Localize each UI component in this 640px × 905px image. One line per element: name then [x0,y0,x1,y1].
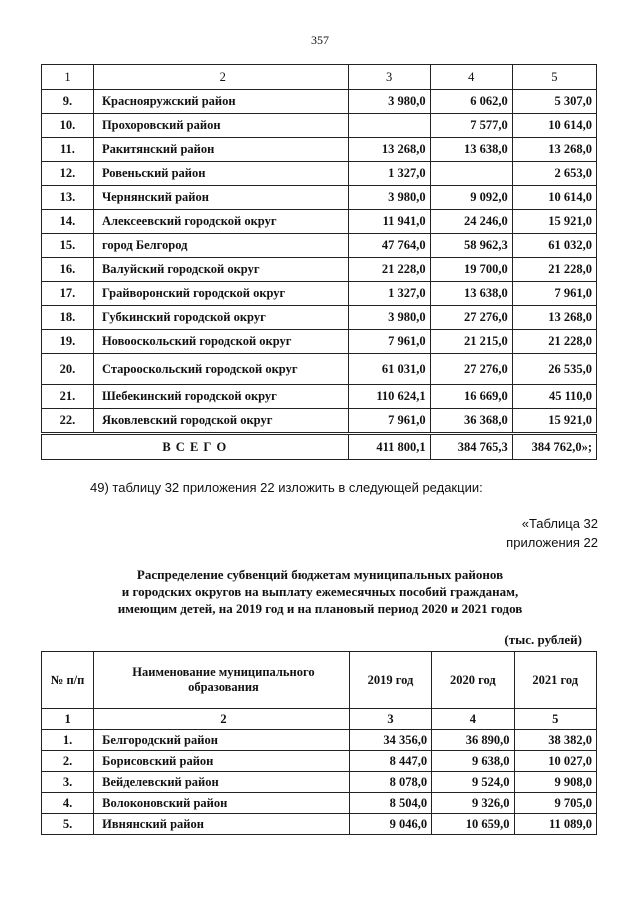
row-number: 2. [42,751,94,772]
value-cell: 58 962,3 [430,234,512,258]
title-line: и городских округов на выплату ежемесячных пособий гражданам, [121,584,519,599]
value-cell: 8 504,0 [349,793,431,814]
table-caption [506,514,598,552]
value-cell: 10 614,0 [512,186,596,210]
value-cell: 13 268,0 [348,138,430,162]
value-cell: 15 921,0 [512,210,596,234]
municipality-name: Ивнянский район [94,814,350,835]
subsidy-table-32 [41,651,597,835]
total-value: 411 800,1 [348,434,430,460]
row-number: 13. [42,186,94,210]
value-cell: 21 215,0 [430,330,512,354]
table-row [42,385,597,409]
paragraph-text: 49) таблицу 32 приложения 22 изложить в следующей редакции: [90,480,483,495]
value-cell: 110 624,1 [348,385,430,409]
value-cell: 5 307,0 [512,90,596,114]
municipality-name: Алексеевский городской округ [93,210,348,234]
value-cell: 34 356,0 [349,730,431,751]
table-row [42,210,597,234]
value-cell: 3 980,0 [348,90,430,114]
value-cell [430,162,512,186]
value-cell: 26 535,0 [512,354,596,385]
municipality-name: Волоконовский район [94,793,350,814]
value-cell: 9 524,0 [432,772,514,793]
row-number: 5. [42,814,94,835]
column-index: 5 [512,65,596,90]
column-index: 4 [432,709,514,730]
municipality-name: Губкинский городской округ [93,306,348,330]
value-cell: 61 031,0 [348,354,430,385]
municipality-name: Ракитянский район [93,138,348,162]
table-row [42,90,597,114]
value-cell: 8 447,0 [349,751,431,772]
table-row [42,234,597,258]
column-index: 5 [514,709,596,730]
header-year: 2019 год [349,652,431,709]
table-row [42,354,597,385]
column-index: 2 [93,65,348,90]
total-value: 384 762,0»; [512,434,596,460]
table-row [42,186,597,210]
table-row [42,258,597,282]
total-value: 384 765,3 [430,434,512,460]
municipality-name: Грайворонский городской округ [93,282,348,306]
value-cell: 13 268,0 [512,138,596,162]
municipality-name: Краснояружский район [93,90,348,114]
column-index: 2 [94,709,350,730]
value-cell: 10 614,0 [512,114,596,138]
value-cell: 21 228,0 [512,258,596,282]
table-row [42,772,597,793]
table-row [42,730,597,751]
table-title [40,566,600,617]
row-number: 9. [42,90,94,114]
units-label: (тыс. рублей) [504,632,582,647]
value-cell: 38 382,0 [514,730,596,751]
table-row [42,114,597,138]
municipality-name: Белгородский район [94,730,350,751]
municipality-name: Новооскольский городской округ [93,330,348,354]
row-number: 19. [42,330,94,354]
table-row [42,138,597,162]
value-cell: 6 062,0 [430,90,512,114]
municipality-name: город Белгород [93,234,348,258]
value-cell: 61 032,0 [512,234,596,258]
value-cell: 27 276,0 [430,354,512,385]
municipality-name: Чернянский район [93,186,348,210]
value-cell: 10 659,0 [432,814,514,835]
subsidy-table-continued [41,64,597,460]
table-row [42,282,597,306]
row-number: 3. [42,772,94,793]
column-index: 4 [430,65,512,90]
value-cell: 16 669,0 [430,385,512,409]
header-year: 2021 год [514,652,596,709]
value-cell: 13 638,0 [430,282,512,306]
table-row [42,306,597,330]
value-cell: 36 890,0 [432,730,514,751]
value-cell: 1 327,0 [348,282,430,306]
value-cell: 19 700,0 [430,258,512,282]
title-line: имеющим детей, на 2019 год и на плановый период 2020 и 2021 годов [117,601,523,616]
value-cell: 7 961,0 [348,409,430,434]
header-name: Наименование муниципального образования [94,652,350,709]
row-number: 17. [42,282,94,306]
value-cell: 36 368,0 [430,409,512,434]
municipality-name: Валуйский городской округ [93,258,348,282]
header-year: 2020 год [432,652,514,709]
municipality-name: Ровеньский район [93,162,348,186]
table-row [42,330,597,354]
row-number: 18. [42,306,94,330]
value-cell: 7 961,0 [512,282,596,306]
table-row [42,751,597,772]
column-index: 3 [348,65,430,90]
row-number: 4. [42,793,94,814]
value-cell: 9 908,0 [514,772,596,793]
table-row [42,409,597,434]
value-cell: 21 228,0 [348,258,430,282]
row-number: 22. [42,409,94,434]
value-cell: 13 268,0 [512,306,596,330]
value-cell: 7 577,0 [430,114,512,138]
value-cell: 24 246,0 [430,210,512,234]
row-number: 1. [42,730,94,751]
table-header-row [42,65,597,90]
row-number: 20. [42,354,94,385]
row-number: 11. [42,138,94,162]
value-cell: 7 961,0 [348,330,430,354]
title-line: Распределение субвенций бюджетам муниципальных районов [136,567,504,582]
table-header-row [42,652,597,709]
value-cell: 15 921,0 [512,409,596,434]
header-num: № п/п [42,652,94,709]
column-index: 1 [42,65,94,90]
municipality-name: Шебекинский городской округ [93,385,348,409]
total-label: В С Е Г О [42,434,349,460]
value-cell: 9 092,0 [430,186,512,210]
value-cell: 2 653,0 [512,162,596,186]
total-row [42,434,597,460]
value-cell: 11 941,0 [348,210,430,234]
value-cell: 9 046,0 [349,814,431,835]
value-cell: 47 764,0 [348,234,430,258]
value-cell: 13 638,0 [430,138,512,162]
row-number: 10. [42,114,94,138]
table-index-row [42,709,597,730]
municipality-name: Борисовский район [94,751,350,772]
value-cell: 21 228,0 [512,330,596,354]
table-row [42,162,597,186]
value-cell: 9 705,0 [514,793,596,814]
value-cell: 1 327,0 [348,162,430,186]
column-index: 3 [349,709,431,730]
page-number: 357 [311,33,329,47]
value-cell: 10 027,0 [514,751,596,772]
value-cell: 27 276,0 [430,306,512,330]
value-cell: 3 980,0 [348,186,430,210]
table-row [42,814,597,835]
value-cell: 45 110,0 [512,385,596,409]
column-index: 1 [42,709,94,730]
value-cell [348,114,430,138]
row-number: 15. [42,234,94,258]
value-cell: 8 078,0 [349,772,431,793]
row-number: 12. [42,162,94,186]
table-row [42,793,597,814]
value-cell: 9 326,0 [432,793,514,814]
municipality-name: Яковлевский городской округ [93,409,348,434]
municipality-name: Прохоровский район [93,114,348,138]
value-cell: 9 638,0 [432,751,514,772]
row-number: 21. [42,385,94,409]
row-number: 16. [42,258,94,282]
value-cell: 3 980,0 [348,306,430,330]
municipality-name: Вейделевский район [94,772,350,793]
value-cell: 11 089,0 [514,814,596,835]
municipality-name: Старооскольский городской округ [93,354,348,385]
row-number: 14. [42,210,94,234]
caption-line: «Таблица 32 [521,516,598,531]
caption-line: приложения 22 [506,535,598,550]
